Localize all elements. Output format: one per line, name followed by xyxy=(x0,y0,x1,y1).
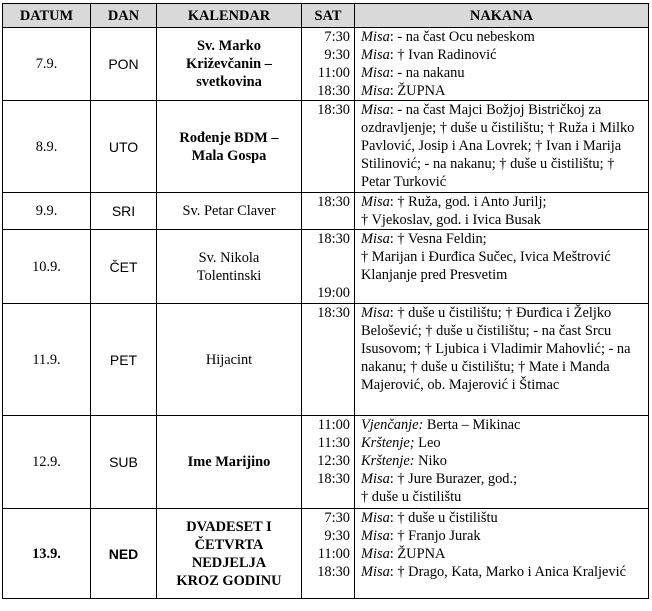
calendar-line: DVADESET I xyxy=(186,518,272,535)
calendar-line: Sv. Nikola xyxy=(198,249,260,266)
time-value: 9:30 xyxy=(324,47,350,63)
intention-text: : ŽUPNA xyxy=(389,546,446,562)
time-value: 12:30 xyxy=(317,453,350,469)
table-row xyxy=(3,304,649,416)
date-cell: 12.9. xyxy=(3,416,91,509)
intention-label: Misa xyxy=(361,564,390,580)
intention-label: Krštenje: xyxy=(361,453,415,469)
intention-entry xyxy=(361,82,644,100)
calendar-line: NEDJELJA xyxy=(191,554,267,571)
intention-text: : - na čast Ocu nebeskom xyxy=(389,29,535,45)
date-cell: 13.9. xyxy=(3,509,91,599)
intention-text: Klanjanje pred Presvetim xyxy=(361,267,508,283)
date-cell: 8.9. xyxy=(3,101,91,193)
time-value xyxy=(302,266,350,284)
time-value: 18:30 xyxy=(317,231,350,247)
header-nakana: NAKANA xyxy=(355,4,649,28)
intention-text: † Marijan i Đurđica Sučec, Ivica Meštrović xyxy=(361,249,611,265)
intention-label: Misa xyxy=(361,305,390,321)
time-cell xyxy=(302,304,355,416)
calendar-line: Križevčanin – xyxy=(186,56,272,72)
intention-label: Misa xyxy=(361,29,390,45)
calendar-line: Rođenje BDM – xyxy=(179,129,279,146)
calendar-line: KROZ GODINU xyxy=(176,572,282,589)
time-value: 9:30 xyxy=(324,528,350,544)
intention-text: : - na nakanu xyxy=(389,65,465,81)
day-cell: SRI xyxy=(91,193,157,230)
table-row xyxy=(3,101,649,193)
intention-entry xyxy=(361,64,644,82)
intention-text: : - na čast Majci Božjoj Bistričkoj za ozdravljenje; † duše u čistilištu; † Ruža i Milko Pavlović, Josip i Ana Lovrek; † Ivan i Marija Stilinović; - na nakanu; † duše u čistilištu; † Petar Turković xyxy=(361,102,635,190)
intention-entry xyxy=(361,416,644,434)
header-kalendar: KALENDAR xyxy=(157,4,302,28)
table-row xyxy=(3,28,649,101)
intention-entry xyxy=(361,266,644,284)
intention-label: Misa xyxy=(361,102,390,118)
intention-text: : † duše u čistilištu; † Đurđica i Željko Belošević; † duše u čistilištu; - na čast Srcu Isusovom; † Ljubica i Vladimir Mahovlić; - na nakanu; † duše u čistilištu; † Mate i Manda Majerović, ob. Majerović i Štimac xyxy=(361,305,631,393)
intention-label: Misa xyxy=(361,546,390,562)
time-value: 18:30 xyxy=(317,194,350,210)
intention-label: Misa xyxy=(361,471,390,487)
day-cell: PET xyxy=(91,304,157,416)
table-row xyxy=(3,230,649,304)
intention-entry xyxy=(361,527,644,545)
intention-cell xyxy=(355,230,649,304)
date-cell: 9.9. xyxy=(3,193,91,230)
intention-label: Misa xyxy=(361,231,390,247)
intention-label: Misa xyxy=(361,47,390,63)
intention-text: : † Drago, Kata, Marko i Anica Kraljević xyxy=(389,564,626,580)
intention-text: : † Jure Burazer, god.; xyxy=(389,471,518,487)
intention-cell xyxy=(355,416,649,509)
intention-entry xyxy=(361,545,644,563)
intention-label: Misa xyxy=(361,528,390,544)
intention-entry xyxy=(361,563,644,581)
time-value: 18:30 xyxy=(317,471,350,487)
time-value: 11:00 xyxy=(317,65,350,81)
date-cell: 11.9. xyxy=(3,304,91,416)
intention-text: : † duše u čistilištu xyxy=(389,510,498,526)
intention-label: Misa xyxy=(361,83,390,99)
calendar-line: Sv. Petar Claver xyxy=(182,203,276,219)
calendar-line: Hijacint xyxy=(205,351,253,368)
time-value: 11:30 xyxy=(317,435,350,451)
calendar-line: Sv. Marko xyxy=(197,38,261,54)
time-value: 18:30 xyxy=(317,102,350,118)
mass-schedule-table xyxy=(2,3,649,599)
calendar-cell xyxy=(157,304,302,416)
intention-text: : † Franjo Jurak xyxy=(389,528,481,544)
time-value: 19:00 xyxy=(317,285,350,301)
intention-entry xyxy=(361,434,644,452)
time-cell xyxy=(302,28,355,101)
header-dan: DAN xyxy=(91,4,157,28)
intention-text: Niko xyxy=(414,453,447,469)
date-cell: 10.9. xyxy=(3,230,91,304)
day-cell: UTO xyxy=(91,101,157,193)
intention-cell xyxy=(355,304,649,416)
intention-entry xyxy=(361,509,644,527)
table-row xyxy=(3,416,649,509)
intention-text: Leo xyxy=(414,435,441,451)
intention-label: Krštenje; xyxy=(361,435,415,451)
intention-label: Misa xyxy=(361,194,390,210)
intention-entry xyxy=(361,193,644,211)
time-cell xyxy=(302,230,355,304)
day-cell: SUB xyxy=(91,416,157,509)
intention-entry xyxy=(361,230,644,248)
intention-text: Berta – Mikinac xyxy=(423,417,521,433)
intention-entry xyxy=(361,470,644,488)
time-value xyxy=(302,248,350,266)
day-cell: ČET xyxy=(91,230,157,304)
time-cell xyxy=(302,416,355,509)
intention-text: : † Ruža, god. i Anto Jurilj; xyxy=(389,194,547,210)
intention-entry xyxy=(361,46,644,64)
time-value: 11:00 xyxy=(317,417,350,433)
intention-entry xyxy=(361,211,644,229)
intention-label: Misa xyxy=(361,65,390,81)
calendar-cell xyxy=(157,28,302,101)
time-cell xyxy=(302,193,355,230)
calendar-cell xyxy=(157,416,302,509)
table-row xyxy=(3,193,649,230)
intention-label: Misa xyxy=(361,510,390,526)
calendar-line: Ime Marijino xyxy=(187,454,271,470)
time-value: 18:30 xyxy=(317,83,350,99)
intention-cell xyxy=(355,28,649,101)
time-value: 18:30 xyxy=(317,564,350,580)
intention-entry xyxy=(361,452,644,470)
intention-text: : † Ivan Radinović xyxy=(389,47,497,63)
intention-cell xyxy=(355,101,649,193)
time-value: 7:30 xyxy=(324,29,350,45)
header-datum: DATUM xyxy=(3,4,91,28)
table-row xyxy=(3,509,649,599)
header-sat: SAT xyxy=(302,4,355,28)
intention-text: † Vjekoslav, god. i Ivica Busak xyxy=(361,212,541,228)
intention-entry xyxy=(361,488,644,506)
intention-cell xyxy=(355,193,649,230)
calendar-cell xyxy=(157,101,302,193)
calendar-line: ČETVRTA xyxy=(194,536,264,553)
intention-label: Vjenčanje: xyxy=(361,417,424,433)
calendar-line: Mala Gospa xyxy=(191,147,267,164)
time-value: 11:00 xyxy=(317,546,350,562)
calendar-line: Tolentinski xyxy=(196,267,262,284)
date-cell: 7.9. xyxy=(3,28,91,101)
day-cell: PON xyxy=(91,28,157,101)
intention-text: : ŽUPNA xyxy=(389,83,446,99)
intention-entry xyxy=(361,248,644,266)
intention-entry xyxy=(361,101,644,191)
intention-text: : † Vesna Feldin; xyxy=(389,231,487,247)
time-cell xyxy=(302,101,355,193)
time-cell xyxy=(302,509,355,599)
time-value: 18:30 xyxy=(317,305,350,321)
calendar-cell xyxy=(157,193,302,230)
day-cell: NED xyxy=(91,509,157,599)
intention-text: † duše u čistilištu xyxy=(361,489,462,505)
time-value: 7:30 xyxy=(324,510,350,526)
header-row xyxy=(3,4,649,28)
calendar-cell xyxy=(157,230,302,304)
calendar-line: svetkovina xyxy=(196,74,262,90)
intention-entry xyxy=(361,28,644,46)
intention-entry xyxy=(361,304,644,394)
calendar-cell xyxy=(157,509,302,599)
intention-cell xyxy=(355,509,649,599)
